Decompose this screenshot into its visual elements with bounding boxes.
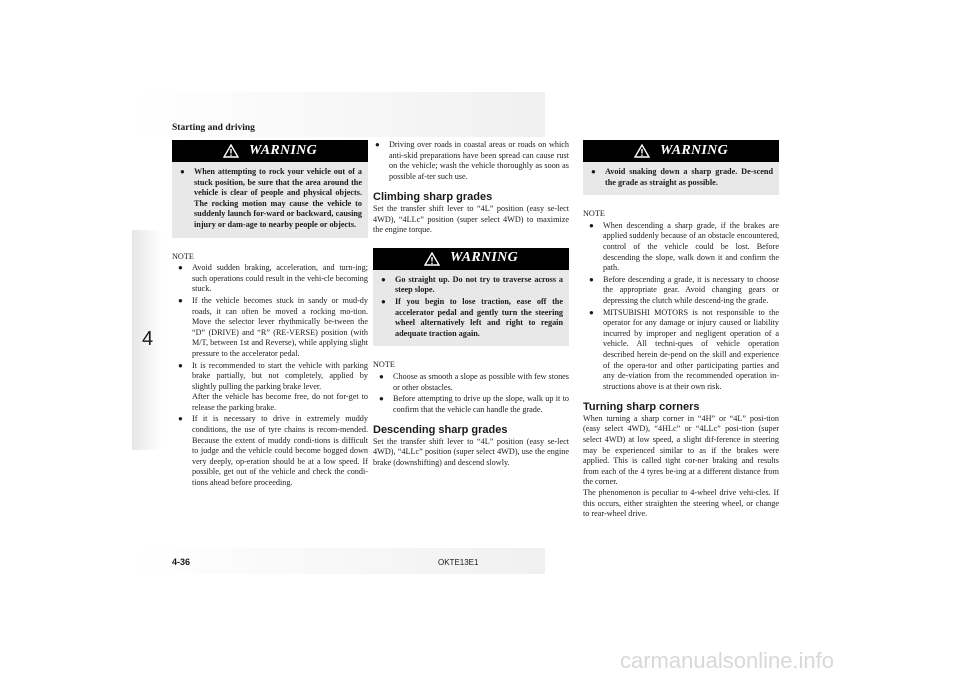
bullet-icon: ●: [591, 167, 596, 176]
warning-item: ● If you begin to lose traction, ease off the accelerator pedal and gently turn the steering wheel alternatively left and right to regain adequate traction again.: [381, 296, 563, 338]
warning-box: [172, 140, 368, 238]
warning-item: ● Avoid snaking down a sharp grade. De-scend the grade as straight as possible.: [591, 167, 773, 187]
note-item: ● Before descending a grade, it is necessary to choose the appropriate gear. Avoid changing gears or depressing the clutch while descend-ing the grade.: [589, 274, 779, 305]
bullet-icon: ●: [589, 220, 594, 230]
note-item: ● MITSUBISHI MOTORS is not responsible to the operator for any damage or injury caused or liability incurred by improper and negligent operation of a vehicle. All techni-ques of vehicle operation described herein de-pend on the skill and experience of the opera-tor and other participating parties and any de-viation from the recommended operation in-structions above is at their own risk.: [589, 307, 779, 391]
warning-item: ● When attempting to rock your vehicle out of a stuck position, be sure that the area around the vehicle is clear of people and physical objects. The rocking motion may cause the vehicle to suddenly launch for-ward or backward, causing injury or dam-age to nearby people or objects.: [180, 167, 362, 229]
note-item: ● It is recommended to start the vehicle with parking brake partially, but not completely, applied by slightly pulling the parking brake lever. After the vehicle has become free, do not for-get to release the parking brake.: [178, 360, 368, 412]
bullet-icon: ●: [178, 263, 183, 273]
warning-item: ● Go straight up. Do not try to traverse across a steep slope.: [381, 274, 563, 295]
warning-box: [373, 248, 569, 347]
warning-triangle-icon: [634, 144, 650, 158]
footer-band: [132, 548, 545, 574]
note-item: ● Avoid sudden braking, acceleration, and turn-ing; such operations could result in the vehi-cle becoming stuck.: [178, 263, 368, 294]
note-item: ● If it is necessary to drive in extremely muddy conditions, the use of tyre chains is recom-mended. Because the extent of muddy condi-tions is difficult to judge and the vehicle could become bogged down very deeply, op-eration should be at a low speed. If possible, get out of the vehicle and check the condi-tions ahead before proceeding.: [178, 414, 368, 488]
warning-header: [172, 140, 368, 162]
column-right: [583, 140, 779, 520]
bullet-icon: ●: [180, 167, 185, 176]
bullet-icon: ●: [381, 274, 386, 284]
bullet-icon: ●: [589, 307, 594, 317]
note-item: ● Before attempting to drive up the slope, walk up it to confirm that the vehicle can handle the grade.: [379, 394, 569, 414]
bullet-icon: ●: [375, 140, 380, 149]
warning-title: WARNING: [660, 142, 728, 158]
turning-heading: Turning sharp corners: [583, 401, 700, 414]
document-code: OKTE13E1: [438, 558, 479, 567]
bullet-icon: ●: [379, 394, 384, 404]
bullet-icon: ●: [381, 296, 386, 306]
bullet-icon: ●: [178, 360, 183, 370]
climbing-heading: Climbing sharp grades: [373, 191, 493, 204]
bullet-icon: ●: [589, 274, 594, 284]
climbing-body: Set the transfer shift lever to “4L” position (easy se-lect 4WD), “4LLc” position (super select 4WD) to maximize the engine torque.: [373, 203, 569, 235]
descending-heading: Descending sharp grades: [373, 424, 508, 437]
column-left: [172, 140, 368, 490]
note-label: NOTE: [373, 360, 395, 370]
warning-triangle-icon: [223, 144, 239, 158]
warning-title: WARNING: [450, 250, 518, 266]
section-title: Starting and driving: [172, 123, 255, 133]
chapter-number: 4: [142, 328, 154, 350]
warning-header: [583, 140, 779, 162]
bullet-icon: ●: [178, 414, 183, 424]
note-item: ● If the vehicle becomes stuck in sandy or mud-dy roads, it can often be moved a rocking mo-tion. Move the selector lever rhythmically be-tween the “D” (DRIVE) and “R” (RE-VERSE) position (with M/T, between 1st and Reverse), while applying slight pressure to the accelerator pedal.: [178, 295, 368, 358]
descending-body: Set the transfer shift lever to “4L” position (easy se-lect 4WD), “4LLc” position (super select 4WD), use the engine brake (downshifting) and descend slowly.: [373, 436, 569, 468]
note-item: ● Driving over roads in coastal areas or roads on which anti-skid preparations have been spread can cause rust on the vehicle; wash the vehicle thoroughly as soon as possible af-ter such use.: [375, 140, 569, 181]
page-number: 4-36: [172, 557, 191, 567]
warning-title: WARNING: [249, 142, 317, 158]
watermark[interactable]: carmanualsonline.info: [620, 648, 835, 673]
note-label: NOTE: [583, 209, 605, 219]
turning-body-2: The phenomenon is peculiar to 4-wheel drive vehi-cles. If this occurs, either straighten the steering wheel, or change to rear-wheel drive.: [583, 488, 779, 519]
note-item: ● When descending a sharp grade, if the brakes are applied suddenly because of an obstacle encountered, control of the vehicle could be lost. Before descending the slope, walk down it and confirm the path.: [589, 220, 779, 273]
note-continuation: After the vehicle has become free, do not for-get to release the parking brake.: [192, 392, 368, 412]
turning-body-1: When turning a sharp corner in “4H” or “4L” posi-tion (easy select 4WD), “4HLc” or “4LLc” posi-tion (super select 4WD) at low speed, a slight dif-ference in steering may be experienced similar to as if the brakes were applied. This is called tight cor-ner braking and results from each of the 4 tyres be-ing at a different distance from the corner.: [583, 413, 779, 487]
warning-triangle-icon: [424, 252, 440, 266]
warning-box: [583, 140, 779, 195]
bullet-icon: ●: [379, 371, 384, 381]
note-item: ● Choose as smooth a slope as possible with few stones or other obstacles.: [379, 371, 569, 392]
bullet-icon: ●: [178, 295, 183, 305]
column-middle: [373, 140, 569, 469]
warning-header: [373, 248, 569, 270]
note-label: NOTE: [172, 251, 194, 261]
